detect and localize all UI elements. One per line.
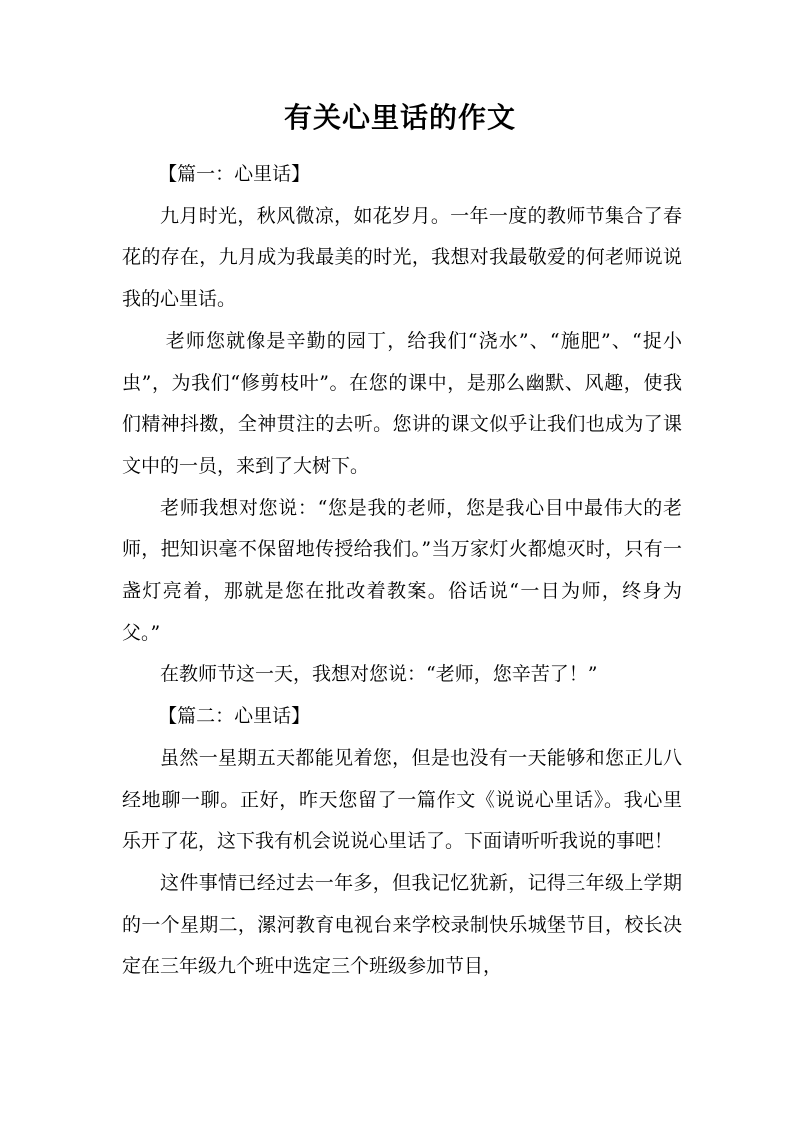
- section-heading-1: 【篇一：心里话】: [158, 163, 311, 185]
- section-heading-2: 【篇二：心里话】: [158, 705, 311, 728]
- paragraph: 九月时光，秋风微凉，如花岁月。一年一度的教师节集合了春花的存在，九月成为我最美的时光，我想对我最敬爱的何老师说说我的心里话。: [122, 204, 682, 311]
- paragraph: 老师我想对您说：“您是我的老师，您是我心目中最伟大的老师，把知识毫不保留地传授给我们。”当万家灯火都熄灭时，只有一盏灯亮着，那就是您在批改着教案。俗话说“一日为师，终身为父。”: [122, 496, 682, 644]
- document-title: 有关心里话的作文: [283, 101, 516, 134]
- document-body: [122, 154, 682, 988]
- paragraph: 虽然一星期五天都能见着您，但是也没有一天能够和您正儿八经地聊一聊。正好，昨天您留了一篇作文《说说心里话》。我心里乐开了花，这下我有机会说说心里话了。下面请听听我说的事吧！: [122, 746, 682, 853]
- paragraph: 在教师节这一天，我想对您说：“老师，您辛苦了！”: [160, 663, 598, 686]
- paragraph: 这件事情已经过去一年多，但我记忆犹新，记得三年级上学期的一个星期二，漯河教育电视台来学校录制快乐城堡节目，校长决定在三年级九个班中选定三个班级参加节目，: [122, 871, 682, 978]
- paragraph: 老师您就像是辛勤的园丁，给我们“浇水”、“施肥”、“捉小虫”，为我们“修剪枝叶”。在您的课中，是那么幽默、风趣，使我们精神抖擞，全神贯注的去听。您讲的课文似乎让我们也成为了课文中的一员，来到了大树下。: [122, 329, 682, 477]
